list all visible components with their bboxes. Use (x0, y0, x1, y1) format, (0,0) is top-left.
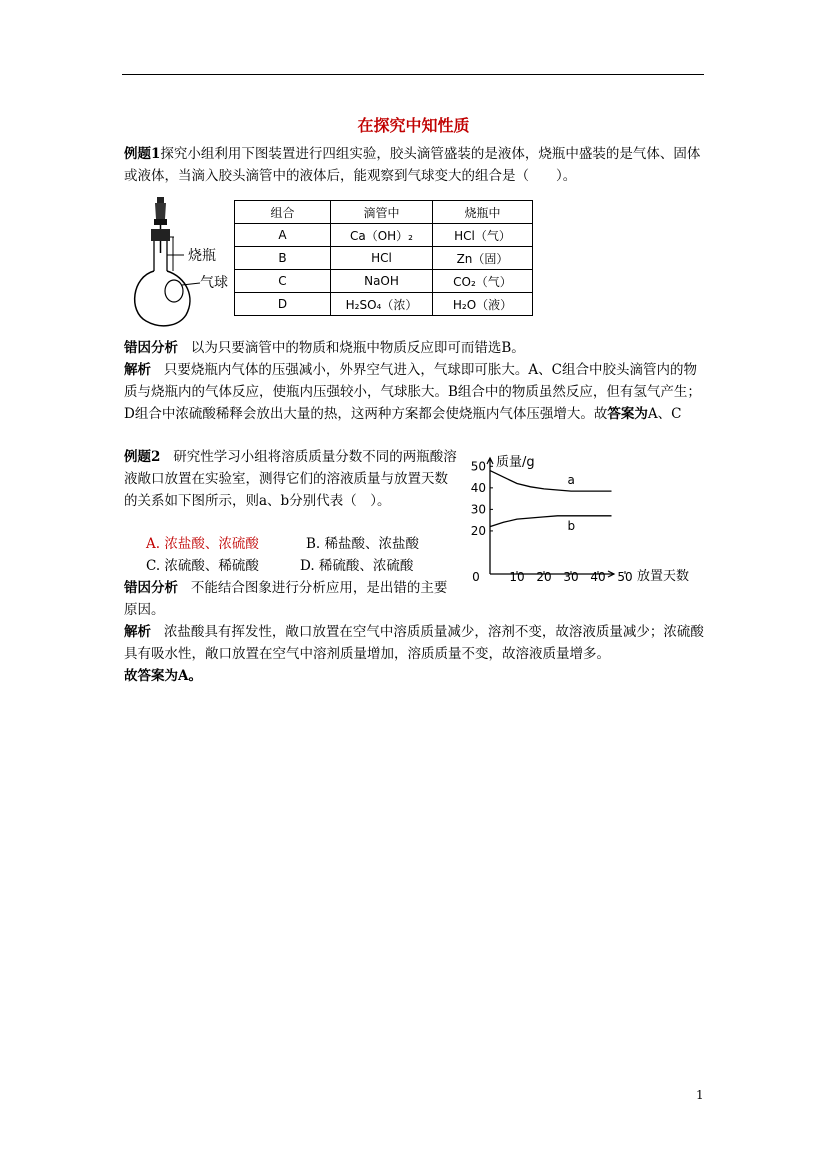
page-number: 1 (696, 1088, 704, 1102)
table-header-cell: 组合 (235, 201, 331, 224)
error-label: 错因分析 (124, 580, 178, 596)
table-cell: C (235, 270, 331, 293)
x-tick-label: 40 (590, 570, 606, 584)
table-cell: D (235, 293, 331, 316)
balloon-label: 气球 (200, 275, 228, 291)
mass-vs-days-chart (462, 450, 692, 596)
table-header-cell: 滴管中 (331, 201, 433, 224)
analysis-label: 解析 (124, 362, 151, 378)
example1-text: 探究小组利用下图装置进行四组实验，胶头滴管盛装的是液体，烧瓶中盛装的是气体、固体或液体，当滴入胶头滴管中的液体后，能观察到气球变大的组合是（ ）。 (124, 146, 701, 184)
example1-label: 例题1 (124, 146, 161, 162)
answer-text: A、C (647, 406, 682, 422)
table-cell: HCl (331, 247, 433, 270)
example2-question (124, 446, 460, 512)
example2-analysis (124, 621, 706, 687)
x-tick-label: 10 (509, 570, 525, 584)
analysis-label: 解析 (124, 624, 151, 640)
error-text: 以为只要滴管中的物质和烧瓶中物质反应即可而错选B。 (190, 340, 525, 356)
y-axis-label: 质量/g (496, 455, 535, 470)
table-cell: H₂O（液） (433, 293, 533, 316)
x-tick-label: 50 (617, 570, 633, 584)
example1-analysis (124, 359, 706, 425)
table-header-cell: 烧瓶中 (433, 201, 533, 224)
analysis-text: 只要烧瓶内气体的压强减小，外界空气进入，气球即可胀大。A、C组合中胶头滴管内的物质与烧瓶内的气体反应，使瓶内压强较小，气球胀大。B组合中的物质虽然反应，但有氢气产生；D组合中浓硫酸稀释会放出大量的热，这两种方案都会使烧瓶内气体压强增大。故 (124, 362, 701, 422)
table-cell: Ca（OH）₂ (331, 224, 433, 247)
option-c: C. 浓硫酸、稀硫酸 (146, 558, 259, 574)
series-label-b: b (567, 518, 576, 533)
flask-apparatus-figure (126, 193, 234, 331)
y-tick-label: 20 (470, 523, 486, 538)
answer-text: 故答案为A。 (124, 668, 202, 684)
option-d: D. 稀硫酸、浓硫酸 (300, 558, 414, 574)
table-header-row (235, 201, 533, 224)
series-label-a: a (567, 473, 575, 487)
error-text: 不能结合图象进行分析应用，是出错的主要原因。 (124, 580, 448, 618)
table-cell: Zn（固） (433, 247, 533, 270)
example2-error-analysis (124, 577, 460, 621)
table-cell: H₂SO₄（浓） (331, 293, 433, 316)
answer-label: 答案为 (607, 406, 648, 422)
flask-label: 烧瓶 (188, 248, 216, 264)
y-tick-label: 40 (470, 480, 486, 495)
table-cell: A (235, 224, 331, 247)
combo-table (234, 200, 533, 316)
table-cell: HCl（气） (433, 224, 533, 247)
example2-label: 例题2 (124, 449, 161, 465)
x-tick-label: 0 (472, 570, 480, 584)
x-tick-label: 30 (563, 570, 579, 584)
page-title: 在探究中知性质 (357, 116, 470, 135)
table-row (235, 247, 533, 270)
table-row (235, 270, 533, 293)
series-line-b (490, 516, 612, 527)
series-line-a (490, 471, 612, 492)
table-row (235, 293, 533, 316)
option-b: B. 稀盐酸、浓盐酸 (306, 536, 420, 552)
example2-text: 研究性学习小组将溶质质量分数不同的两瓶酸溶液敞口放置在实验室，测得它们的溶液质量与放置天数的关系如下图所示，则a、b分别代表（ ）。 (124, 449, 457, 509)
header-rule (122, 74, 704, 75)
x-axis-label: 放置天数 (637, 569, 690, 584)
table-row (235, 224, 533, 247)
table-cell: B (235, 247, 331, 270)
y-tick-label: 50 (470, 459, 486, 474)
analysis-text: 浓盐酸具有挥发性，敞口放置在空气中溶质质量减少，溶剂不变，故溶液质量减少；浓硫酸具有吸水性，敞口放置在空气中溶剂质量增加，溶质质量不变，故溶液质量增多。 (124, 624, 704, 662)
error-label: 错因分析 (124, 340, 178, 356)
y-tick-label: 30 (470, 502, 486, 517)
table-cell: NaOH (331, 270, 433, 293)
table-cell: CO₂（气） (433, 270, 533, 293)
example1-question (124, 143, 706, 187)
x-tick-label: 20 (536, 570, 552, 584)
example1-error-analysis (124, 337, 706, 359)
option-a: A. 浓盐酸、浓硫酸 (146, 536, 259, 552)
